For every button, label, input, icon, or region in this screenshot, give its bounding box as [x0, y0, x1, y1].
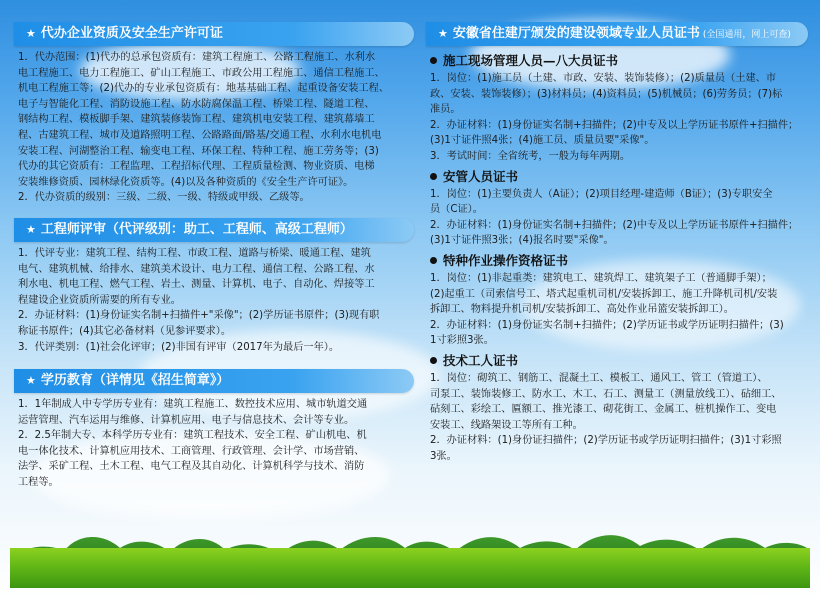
right-column [426, 22, 808, 464]
left-column [14, 22, 414, 491]
section-body-education [14, 393, 414, 491]
text-line: 1．岗位：(1)施工员（土建、市政、安装、装饰装修）；(2)质量员（土建、市 [430, 73, 777, 84]
text-line: 政、安装、装饰装修）；(3)材料员；(4)资料员；(5)机械员；(6)劳务员；(7)标 [430, 88, 783, 100]
text-line: 电子与智能化工程、消防设施工程、防水防腐保温工程、桥梁工程、隧道工程、 [18, 98, 375, 110]
text-line: 2．2.5年制大专、本科学历专业有：建筑工程技术、安全工程、矿山机电、机 [18, 430, 367, 442]
text-line: 砧刻工、彩绘工、匾额工、推光漆工、砌花街工、金属工、桩机操作工、变电 [430, 404, 777, 416]
text-line: 利水电、机电工程、燃气工程、岩土、测量、计算机、电子、自动化、焊接等工 [18, 279, 375, 291]
text-line: 1．1年制成人中专学历专业有：建筑工程施工、数控技术应用、城市轨道交通 [18, 399, 368, 411]
text-line: 安装维修资质、园林绿化资质等。(4)以及各种资质的《安全生产许可证》。 [18, 176, 354, 188]
subsection-heading: 安管人员证书 [426, 168, 808, 186]
text-line: 2．代办资质的级别：三级、二级、一级、特级或甲级、乙级等。 [18, 192, 310, 204]
star-icon: ★ [26, 27, 36, 40]
grass-field [10, 548, 810, 588]
section-body-qualification [14, 46, 414, 206]
subsection-heading: 特种作业操作资格证书 [426, 252, 808, 270]
text-line: 钢结构工程、模板脚手架、建筑装修装饰工程、建筑机电安装工程、建筑幕墙工 [18, 114, 375, 126]
text-line: 2．办证材料：(1)身份证扫描件；(2)学历证书或学历证明扫描件；(3)1寸彩照 [430, 435, 782, 447]
text-line: 员（C证）。 [430, 204, 483, 216]
text-line: (2)起重工（司索信号工、塔式起重机司机/安装拆卸工、施工升降机司机/安装 [430, 288, 778, 300]
section-body-engineer-review [14, 242, 414, 355]
subsection-body [426, 70, 808, 165]
text-line: 工程等。 [18, 477, 59, 489]
text-line: 2．办证材料：(1)身份证实名制+扫描件；(2)学历证书或学历证明扫描件；(3) [430, 319, 784, 331]
text-line: 代办的其它资质有：工程监理、工程招标代理、工程质量检测、物业资质、电梯 [18, 161, 375, 173]
text-line: 1寸彩照3张。 [430, 335, 494, 347]
section-banner-qualification [14, 22, 414, 46]
section-title: 学历教育（详情见《招生简章》） [40, 373, 230, 389]
text-line: (3)1寸证件照3张；(4)报名时要"采像"。 [430, 235, 614, 247]
subsection-heading: 技术工人证书 [426, 352, 808, 370]
text-line: 3张。 [430, 450, 457, 462]
text-line: (3)1寸证件照4张；(4)施工员、质量员要"采像"。 [430, 135, 655, 147]
text-line: 2．办证材料：(1)身份证实名制+扫描件；(2)中专及以上学历证书原件+扫描件； [430, 219, 799, 231]
subsection-heading: 施工现场管理人员—八大员证书 [426, 52, 808, 70]
text-line: 安装工、线路架设工等所有工种。 [430, 419, 583, 431]
star-icon: ★ [438, 27, 448, 40]
text-line: 运营管理、汽车运用与维修、计算机应用、电子与信息技术、会计等专业。 [18, 414, 355, 426]
bullet-icon [430, 357, 437, 364]
star-icon: ★ [26, 222, 36, 236]
text-line: 机电工程施工等；(2)代办的专业承包资质有：地基基础工程、起重设备安装工程、 [18, 83, 389, 95]
section-title: 安徽省住建厅颁发的建设领域专业人员证书 [452, 26, 700, 41]
text-line: 3．考试时间：全省统考，一般为每年两期。 [430, 150, 631, 162]
subsection-body [426, 186, 808, 249]
text-line: 程建设企业资质所需要的所有专业。 [18, 294, 181, 306]
section-banner-engineer-review [14, 218, 414, 242]
text-line: 2．办证材料：(1)身份证实名制+扫描件+"采像"；(2)学历证书原件；(3)现有职 [18, 310, 380, 322]
text-line: 1．岗位：(1)非起重类：建筑电工、建筑焊工、建筑架子工（普通脚手架）； [430, 272, 772, 284]
text-line: 司泵工、装饰装修工、防水工、木工、石工、测量工（测量放线工）、砧细工、 [430, 388, 782, 400]
bullet-icon [430, 173, 437, 180]
text-line: 1．岗位：砌筑工、钢筋工、混凝土工、模板工、通风工、管工（管道工）、 [430, 372, 768, 384]
bullet-icon [430, 257, 437, 264]
text-line: 程、古建筑工程、城市及道路照明工程、公路路面/路基/交通工程、水利水电机电 [18, 129, 382, 141]
bullet-icon [430, 57, 437, 64]
text-line: 拆卸工、物料提升机司机/安装拆卸工、高处作业吊篮安装拆卸工）。 [430, 304, 734, 316]
subsection-body [426, 270, 808, 349]
text-line: 电工程施工、电力工程施工、矿山工程施工、市政公用工程施工、通信工程施工、 [18, 67, 385, 79]
text-line: 2．办证材料：(1)身份证实名制+扫描件；(2)中专及以上学历证书原件+扫描件； [430, 119, 799, 131]
section-title-note: (全国通用，网上可查) [702, 30, 791, 40]
text-line: 3．代评类别：(1)社会化评审；(2)非国有评审（2017年为最后一年）。 [18, 341, 340, 353]
text-line: 法学、采矿工程、土木工程、电气工程及其自动化、计算机科学与技术、消防 [18, 461, 365, 473]
text-line: 1．岗位：(1)主要负责人（A证）；(2)项目经理-建造师（B证）；(3)专职安全 [430, 188, 773, 200]
text-line: 准员。 [430, 104, 461, 116]
star-icon: ★ [26, 374, 36, 388]
section-banner-education [14, 369, 414, 393]
text-line: 1．代办范围：(1)代办的总承包资质有：建筑工程施工、公路工程施工、水利水 [18, 52, 376, 63]
section-title: 工程师评审（代评级别：助工、工程师、高级工程师） [40, 221, 353, 237]
text-line: 安装工程、河湖整治工程、输变电工程、环保工程、特种工程、施工劳务等；(3) [18, 145, 379, 157]
subsection-body [426, 370, 808, 465]
text-line: 电一体化技术、计算机应用技术、工商管理、行政管理、会计学、市场营销、 [18, 445, 365, 457]
text-line: 1．代评专业：建筑工程、结构工程、市政工程、道路与桥梁、暖通工程、建筑 [18, 247, 371, 259]
text-line: 电气、建筑机械、给排水、建筑美术设计、电力工程、通信工程、公路工程、水 [18, 263, 375, 275]
section-banner-certificates [426, 22, 808, 46]
text-line: 称证书原件；(4)其它必备材料（见参评要求）。 [18, 325, 232, 337]
section-title: 代办企业资质及安全生产许可证 [40, 26, 223, 41]
